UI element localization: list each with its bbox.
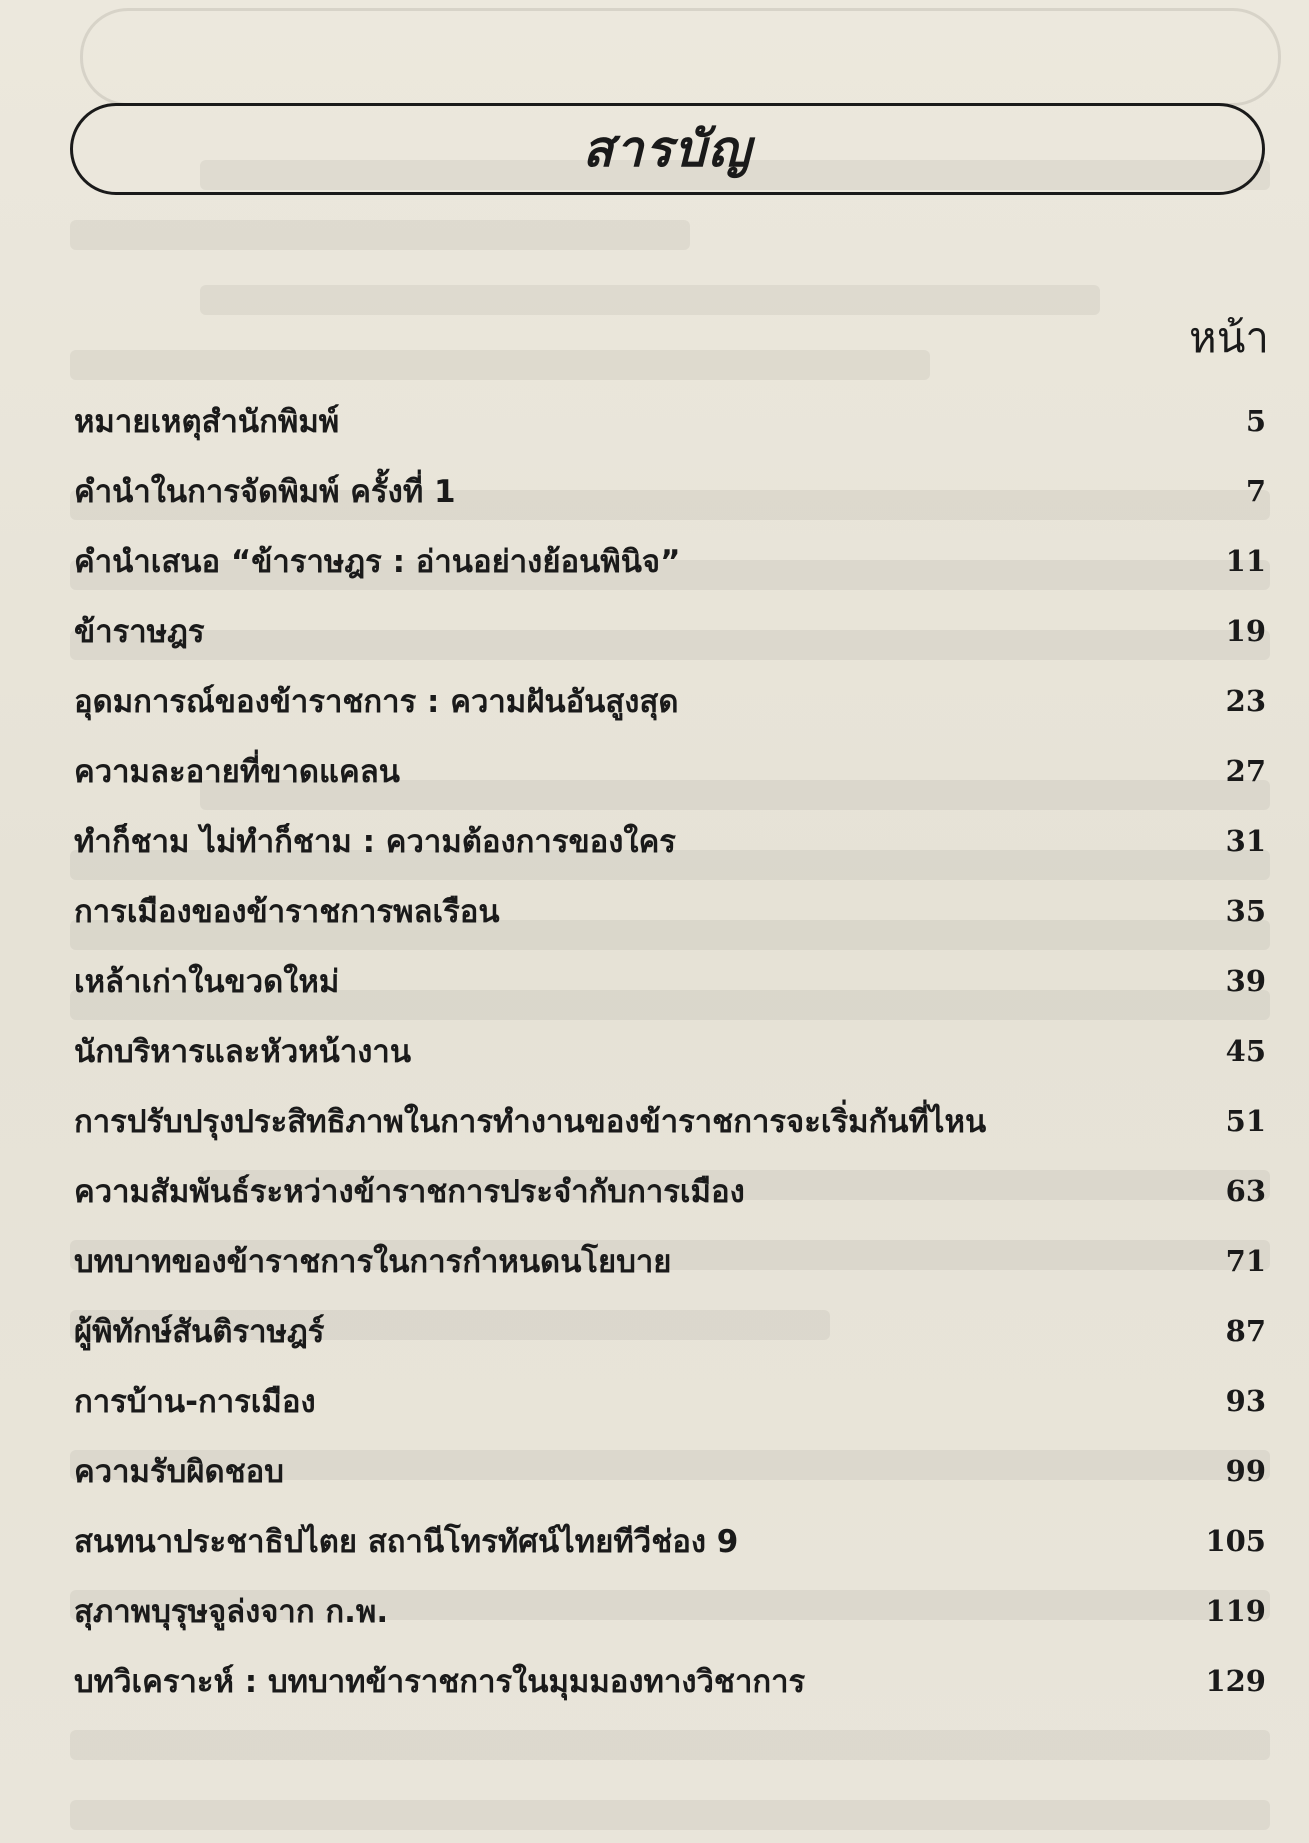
toc-title: สารบัญ bbox=[582, 118, 753, 178]
toc-entry[interactable] bbox=[74, 806, 1266, 876]
toc-entry-page: 119 bbox=[1205, 1594, 1266, 1628]
toc-entry[interactable] bbox=[74, 1226, 1266, 1296]
toc-entry-page: 27 bbox=[1225, 754, 1266, 788]
toc-entry[interactable] bbox=[74, 1646, 1266, 1716]
toc-entry[interactable] bbox=[74, 1366, 1266, 1436]
toc-entry-title: ความรับผิดชอบ bbox=[74, 1454, 284, 1490]
bleed-through-line bbox=[70, 1730, 1270, 1760]
toc-entry-page: 7 bbox=[1245, 474, 1266, 508]
toc-entry[interactable] bbox=[74, 1506, 1266, 1576]
toc-entry-title: หมายเหตุสำนักพิมพ์ bbox=[74, 404, 340, 440]
toc-entry-page: 63 bbox=[1225, 1174, 1266, 1208]
toc-entry-title: ข้าราษฎร bbox=[74, 614, 205, 650]
toc-title-banner bbox=[70, 103, 1265, 195]
toc-entry-title: นักบริหารและหัวหน้างาน bbox=[74, 1034, 412, 1070]
toc-entry-page: 87 bbox=[1225, 1314, 1266, 1348]
toc-entry[interactable] bbox=[74, 946, 1266, 1016]
toc-entry-page: 45 bbox=[1225, 1034, 1266, 1068]
toc-entry-title: การปรับปรุงประสิทธิภาพในการทำงานของข้าราชการจะเริ่มกันที่ไหน bbox=[74, 1104, 987, 1140]
toc-entry[interactable] bbox=[74, 1576, 1266, 1646]
toc-entry-page: 93 bbox=[1225, 1384, 1266, 1418]
toc-entry[interactable] bbox=[74, 386, 1266, 456]
toc-entry-title: ผู้พิทักษ์สันติราษฎร์ bbox=[74, 1314, 325, 1350]
toc-entry-page: 39 bbox=[1225, 964, 1266, 998]
toc-entry[interactable] bbox=[74, 596, 1266, 666]
toc-entry-page: 51 bbox=[1225, 1104, 1266, 1138]
bleed-through-line bbox=[70, 1800, 1270, 1830]
toc-entry[interactable] bbox=[74, 1016, 1266, 1086]
bleed-through-line bbox=[70, 350, 930, 380]
toc-entry[interactable] bbox=[74, 1156, 1266, 1226]
toc-entry-page: 71 bbox=[1225, 1244, 1266, 1278]
toc-entry-title: เหล้าเก่าในขวดใหม่ bbox=[74, 964, 340, 1000]
toc-entry-title: สุภาพบุรุษจูล่งจาก ก.พ. bbox=[74, 1594, 389, 1630]
toc-entry-title: ความสัมพันธ์ระหว่างข้าราชการประจำกับการเมือง bbox=[74, 1174, 745, 1210]
toc-entry-page: 129 bbox=[1205, 1664, 1266, 1698]
toc-list bbox=[74, 386, 1266, 1716]
page-column-label: หน้า bbox=[1189, 313, 1269, 362]
toc-entry-page: 19 bbox=[1225, 614, 1266, 648]
toc-entry-page: 11 bbox=[1225, 544, 1266, 578]
toc-entry-title: บทบาทของข้าราชการในการกำหนดนโยบาย bbox=[74, 1244, 672, 1280]
bleed-through-line bbox=[70, 220, 690, 250]
toc-entry-title: ความละอายที่ขาดแคลน bbox=[74, 754, 400, 790]
toc-entry-title: สนทนาประชาธิปไตย สถานีโทรทัศน์ไทยทีวีช่อง 9 bbox=[74, 1524, 739, 1560]
toc-entry-title: อุดมการณ์ของข้าราชการ : ความฝันอันสูงสุด bbox=[74, 684, 679, 720]
toc-entry[interactable] bbox=[74, 1086, 1266, 1156]
toc-entry[interactable] bbox=[74, 666, 1266, 736]
toc-entry-page: 35 bbox=[1225, 894, 1266, 928]
toc-entry-title: คำนำเสนอ “ข้าราษฎร : อ่านอย่างย้อนพินิจ” bbox=[74, 544, 681, 580]
toc-entry[interactable] bbox=[74, 1296, 1266, 1366]
toc-entry-page: 23 bbox=[1225, 684, 1266, 718]
bleed-through-banner bbox=[80, 8, 1281, 106]
toc-entry[interactable] bbox=[74, 456, 1266, 526]
toc-entry-title: คำนำในการจัดพิมพ์ ครั้งที่ 1 bbox=[74, 474, 456, 510]
toc-entry-title: ทำก็ชาม ไม่ทำก็ชาม : ความต้องการของใคร bbox=[74, 824, 676, 860]
toc-entry[interactable] bbox=[74, 1436, 1266, 1506]
toc-entry-title: การเมืองของข้าราชการพลเรือน bbox=[74, 894, 500, 930]
toc-entry-page: 5 bbox=[1245, 404, 1266, 438]
toc-entry[interactable] bbox=[74, 736, 1266, 806]
toc-entry-title: บทวิเคราะห์ : บทบาทข้าราชการในมุมมองทางวิชาการ bbox=[74, 1664, 806, 1700]
toc-entry-page: 105 bbox=[1205, 1524, 1266, 1558]
toc-entry-title: การบ้าน-การเมือง bbox=[74, 1384, 316, 1420]
toc-entry[interactable] bbox=[74, 876, 1266, 946]
bleed-through-line bbox=[200, 285, 1100, 315]
toc-entry-page: 31 bbox=[1225, 824, 1266, 858]
toc-entry-page: 99 bbox=[1225, 1454, 1266, 1488]
toc-entry[interactable] bbox=[74, 526, 1266, 596]
